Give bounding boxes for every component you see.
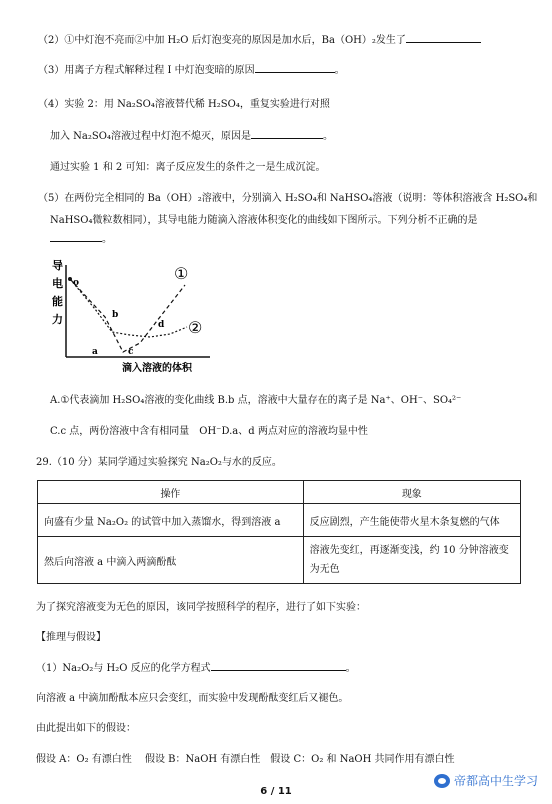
q29-s2: [36, 689, 348, 704]
q4-intro: [38, 95, 330, 110]
curve-2: [70, 279, 187, 337]
q2-line: [38, 31, 481, 46]
answer-blank[interactable]: [251, 129, 323, 139]
point-d-label: d: [158, 320, 165, 330]
q5-option-a: [50, 391, 461, 406]
q29-section: [36, 628, 106, 643]
table-cell: 反应剧烈，产生能使带火星木条复燃的气体: [303, 504, 520, 537]
x-axis-label: 滴入溶液的体积: [122, 363, 192, 374]
q29-after-text: 为了探究溶液变为无色的原因，该同学按照科学的程序，进行了如下实验：: [36, 602, 366, 613]
q29-s1-text: （1）Na₂O₂与 H₂O 反应的化学方程式: [36, 663, 211, 674]
table-header: 现象: [303, 481, 520, 504]
point-o-label: o: [73, 278, 80, 288]
curve-1-label: ①: [174, 264, 189, 283]
q5-option-c-text: C.c 点，两份溶液中含有相同量 OH⁻D.a、d 两点对应的溶液均显中性: [50, 426, 368, 437]
point-c-label: c: [128, 347, 134, 357]
curve-1: [70, 279, 185, 352]
q29-s4: [36, 750, 455, 765]
table-header: 操作: [38, 481, 304, 504]
conductivity-chart: [50, 257, 220, 377]
q29-s1: [36, 659, 356, 674]
q5-line1-text: （5）在两份完全相同的 Ba（OH）₂溶液中，分别滴入 H₂SO₄和 NaHSO₄溶液（说明：等体积溶液含 H₂SO₄和: [38, 193, 538, 204]
q29-s1-end: 。: [345, 663, 356, 674]
q29-title-text: 29.（10 分）某同学通过实验探究 Na₂O₂与水的反应。: [36, 457, 282, 468]
page-number: 6 / 11: [260, 786, 292, 797]
q5-line2: [50, 211, 478, 226]
y-label-char: 导: [52, 259, 63, 272]
q29-title: [36, 453, 282, 468]
y-label-char: 力: [52, 313, 63, 326]
q4-line2-end: 。: [322, 131, 333, 142]
table-cell: 溶液先变红，再逐渐变浅，约 10 分钟溶液变为无色: [303, 537, 520, 584]
q29-section-text: 【推理与假设】: [36, 632, 106, 643]
q5-line1: [38, 189, 537, 204]
table-row: [38, 504, 521, 537]
q5-line2-text: NaHSO₄微粒数相同），其导电能力随滴入溶液体积变化的曲线如下图所示。下列分析不正确的是: [50, 215, 478, 226]
watermark-text: 帝都高中生学习: [453, 774, 538, 788]
table-cell: 向盛有少量 Na₂O₂ 的试管中加入蒸馏水，得到溶液 a: [38, 504, 304, 537]
answer-blank[interactable]: [255, 63, 335, 73]
experiment-table: [37, 480, 521, 584]
q4-intro-text: （4）实验 2：用 Na₂SO₄溶液替代稀 H₂SO₄，重复实验进行对照: [38, 99, 330, 110]
table-row: [38, 537, 521, 584]
watermark: [434, 772, 538, 789]
table-cell: 然后向溶液 a 中滴入两滴酚酞: [38, 537, 304, 584]
point-a-label: a: [92, 347, 98, 357]
q29-s3-text: 由此提出如下的假设：: [36, 723, 136, 734]
curve-2-label: ②: [188, 318, 203, 337]
q4-line3: [50, 158, 325, 173]
q3-text: （3）用离子方程式解释过程 I 中灯泡变暗的原因: [38, 65, 255, 76]
point-o: [68, 277, 72, 281]
q5-option-c: [50, 422, 368, 437]
wechat-icon: [434, 774, 450, 788]
q29-s4-text: 假设 A：O₂ 有漂白性 假设 B：NaOH 有漂白性 假设 C：O₂ 和 NaOH 共同作用有漂白性: [36, 754, 455, 765]
point-b-label: b: [112, 310, 119, 320]
q5-blank-line: 。: [50, 230, 112, 245]
q3-line: [38, 61, 345, 76]
q29-after: [36, 598, 366, 613]
q4-line2: [50, 127, 333, 142]
q5-option-a-text: A.①代表滴加 H₂SO₄溶液的变化曲线 B.b 点，溶液中大量存在的离子是 Na⁺、OH⁻、SO₄²⁻: [50, 395, 462, 406]
q29-s3: [36, 719, 136, 734]
answer-blank[interactable]: [50, 232, 102, 242]
table-header-row: [38, 481, 521, 504]
y-label-char: 能: [52, 295, 63, 308]
y-label-char: 电: [52, 277, 63, 290]
answer-blank[interactable]: [211, 661, 346, 671]
q4-line3-text: 通过实验 1 和 2 可知：离子反应发生的条件之一是生成沉淀。: [50, 162, 326, 173]
q2-text: （2）①中灯泡不亮而②中加 H₂O 后灯泡变亮的原因是加水后，Ba（OH）₂发生了: [38, 35, 406, 46]
answer-blank[interactable]: [406, 33, 481, 43]
q29-s2-text: 向溶液 a 中滴加酚酞本应只会变红，而实验中发现酚酞变红后又褪色。: [36, 693, 349, 704]
q4-line2-text: 加入 Na₂SO₄溶液过程中灯泡不熄灭，原因是: [50, 131, 251, 142]
q3-end: 。: [334, 65, 345, 76]
